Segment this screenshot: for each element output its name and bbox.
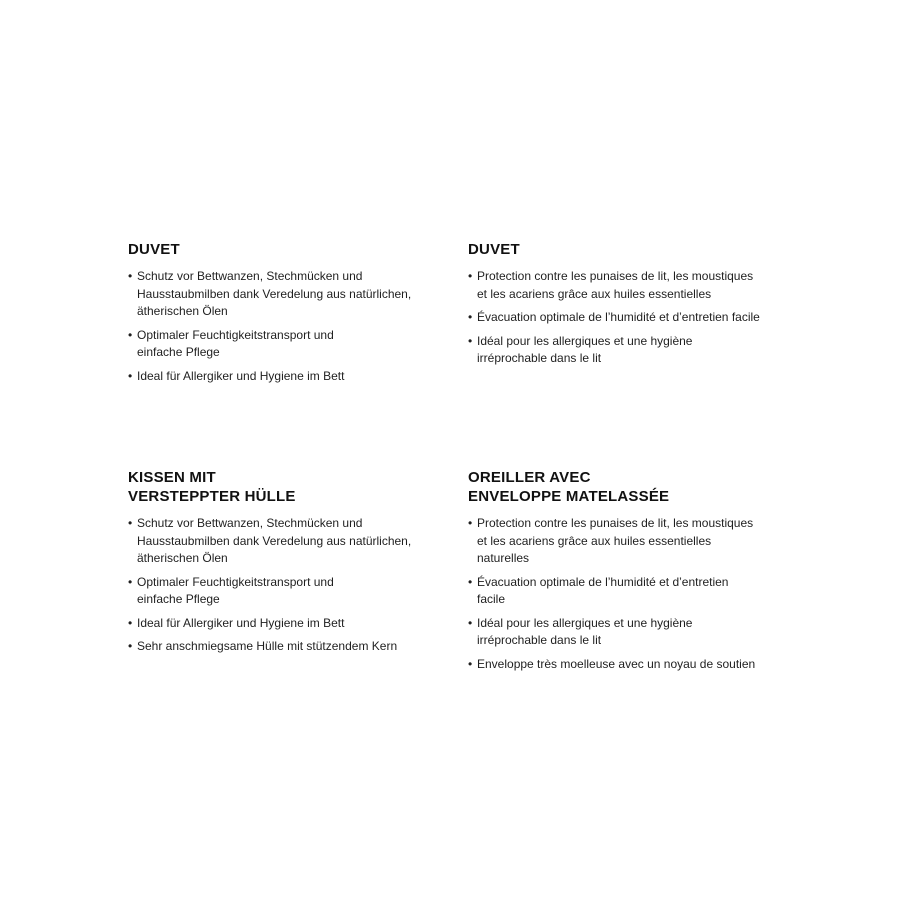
bullet-icon: •: [128, 368, 133, 383]
item-text-line: Protection contre les punaises de lit, les moustiques: [477, 516, 754, 530]
heading-line: VERSTEPPTER HÜLLE: [128, 488, 296, 505]
item-text-line: einfache Pflege: [137, 345, 220, 359]
item-text-line: irréprochable dans le lit: [477, 633, 602, 647]
list-item: [128, 615, 468, 633]
item-text-line: Ideal für Allergiker und Hygiene im Bett: [137, 615, 345, 630]
heading-line: ENVELOPPE MATELASSÉE: [468, 488, 670, 505]
section-heading: [128, 240, 468, 259]
list-item: [468, 309, 808, 327]
item-text-line: et les acariens grâce aux huiles essentielles: [477, 286, 712, 301]
bullet-icon: •: [468, 333, 473, 348]
item-text-line: Protection contre les punaises de lit, les moustiques: [477, 269, 754, 283]
list-item: [468, 615, 808, 650]
section-oreiller-fr: [468, 468, 808, 679]
item-text-line: ätherischen Ölen: [137, 551, 228, 565]
item-text-line: Évacuation optimale de l’humidité et d’entretien facile: [477, 310, 760, 324]
item-text-line: Optimaler Feuchtigkeitstransport und: [137, 574, 334, 589]
list-item: [128, 515, 468, 568]
bullet-icon: •: [128, 269, 133, 283]
item-text-line: Hausstaubmilben dank Veredelung aus natürlichen,: [137, 533, 412, 548]
bullet-list: [128, 268, 468, 385]
bullet-list: [468, 268, 808, 368]
bullet-icon: •: [468, 310, 473, 324]
list-item: [468, 574, 808, 609]
bullet-icon: •: [128, 639, 133, 653]
item-text-line: Évacuation optimale de l’humidité et d’entretien: [477, 574, 729, 589]
list-item: [128, 368, 468, 386]
bullet-icon: •: [128, 615, 133, 630]
item-text-line: Hausstaubmilben dank Veredelung aus natürlichen,: [137, 286, 412, 301]
item-text-line: Optimaler Feuchtigkeitstransport und: [137, 327, 334, 342]
list-item: [128, 574, 468, 609]
section-kissen-de: [128, 468, 468, 662]
item-text-line: Schutz vor Bettwanzen, Stechmücken und: [137, 269, 363, 283]
section-heading: [468, 468, 808, 506]
heading-line: DUVET: [468, 241, 520, 258]
list-item: [128, 327, 468, 362]
list-item: [468, 515, 808, 568]
section-heading: [468, 240, 808, 259]
bullet-icon: •: [468, 269, 473, 283]
item-text-line: et les acariens grâce aux huiles essentielles: [477, 533, 712, 548]
heading-line: OREILLER AVEC: [468, 469, 591, 486]
item-text-line: Idéal pour les allergiques et une hygiène: [477, 333, 693, 348]
bullet-icon: •: [468, 574, 473, 589]
item-text-line: Sehr anschmiegsame Hülle mit stützendem Kern: [137, 639, 398, 653]
section-duvet-de: [128, 240, 468, 391]
list-item: [128, 638, 468, 656]
bullet-icon: •: [468, 656, 473, 671]
list-item: [468, 333, 808, 368]
list-item: [468, 268, 808, 303]
heading-line: KISSEN MIT: [128, 469, 216, 486]
bullet-icon: •: [468, 615, 473, 630]
item-text-line: facile: [477, 592, 506, 606]
item-text-line: einfache Pflege: [137, 592, 220, 606]
item-text-line: Schutz vor Bettwanzen, Stechmücken und: [137, 516, 363, 530]
item-text-line: naturelles: [477, 551, 530, 565]
item-text-line: Enveloppe très moelleuse avec un noyau de soutien: [477, 656, 756, 671]
bullet-list: [468, 515, 808, 673]
list-item: [128, 268, 468, 321]
section-duvet-fr: [468, 240, 808, 374]
bullet-icon: •: [128, 516, 133, 530]
list-item: [468, 656, 808, 674]
section-heading: [128, 468, 468, 506]
heading-line: DUVET: [128, 241, 180, 258]
item-text-line: Idéal pour les allergiques et une hygiène: [477, 615, 693, 630]
bullet-icon: •: [468, 516, 473, 530]
item-text-line: ätherischen Ölen: [137, 304, 228, 318]
bullet-icon: •: [128, 574, 133, 589]
bullet-icon: •: [128, 327, 133, 342]
item-text-line: Ideal für Allergiker und Hygiene im Bett: [137, 368, 345, 383]
item-text-line: irréprochable dans le lit: [477, 351, 602, 365]
bullet-list: [128, 515, 468, 656]
